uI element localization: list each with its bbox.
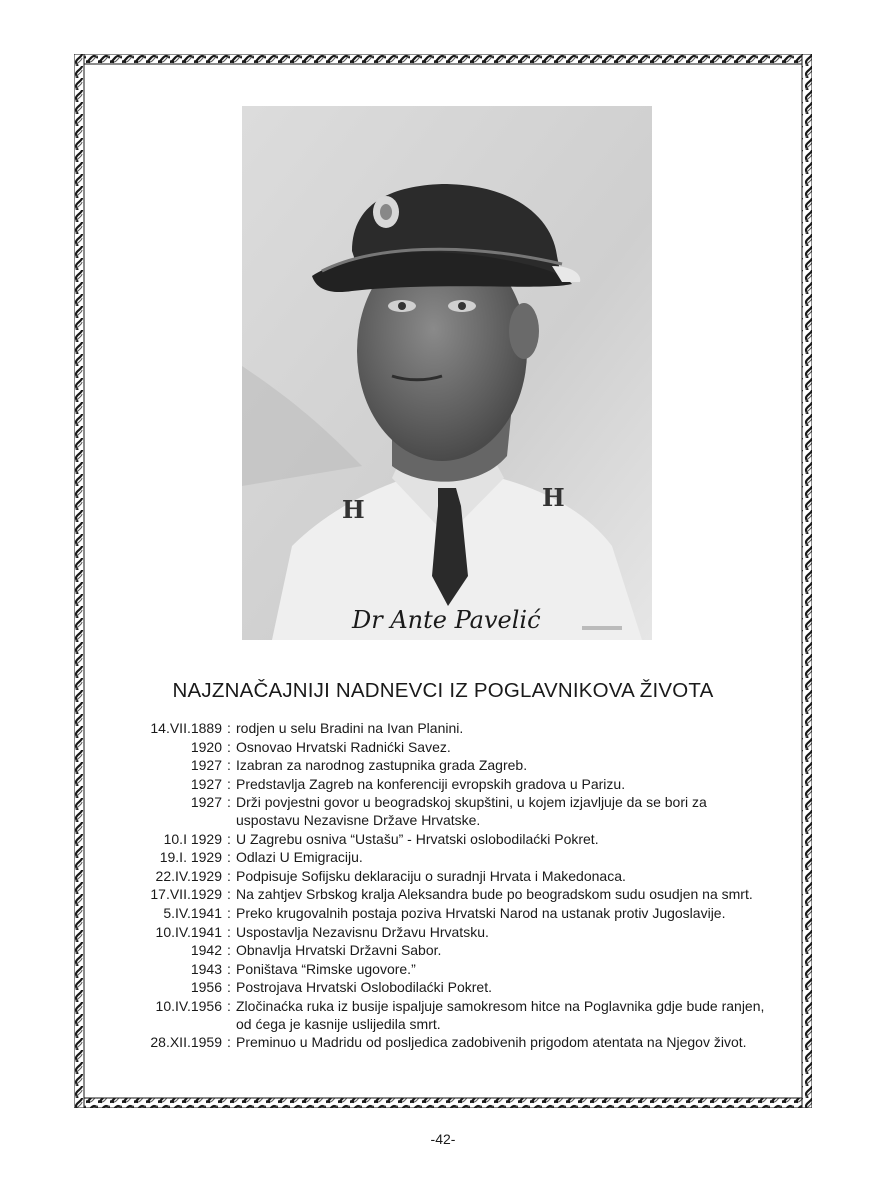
date-separator: : — [227, 775, 231, 792]
timeline-entry — [100, 794, 780, 829]
signature: Dr Ante Pavelić — [352, 606, 541, 634]
event-date: 10.IV.1956 — [155, 997, 222, 1014]
event-date: 22.IV.1929 — [155, 867, 222, 884]
timeline-entry — [100, 924, 780, 942]
timeline-entry — [100, 720, 780, 738]
event-date: 10.I 1929 — [163, 830, 222, 847]
timeline-entry — [100, 979, 780, 997]
event-date: 10.IV.1941 — [155, 923, 222, 940]
date-separator: : — [227, 923, 231, 940]
event-date: 17.VII.1929 — [150, 886, 222, 903]
event-description: Podpisuje Sofijsku deklaraciju o suradnji Hrvata i Makedonaca. — [236, 867, 626, 884]
timeline-entry — [100, 868, 780, 886]
event-description: Poništava “Rimske ugovore.” — [236, 960, 416, 977]
date-separator: : — [227, 960, 231, 977]
event-description: Preko krugovalnih postaja poziva Hrvatski Narod na ustanak protiv Jugoslavije. — [236, 904, 726, 921]
event-date: 28.XII.1959 — [150, 1034, 222, 1051]
portrait-photo — [242, 106, 652, 640]
date-separator: : — [227, 867, 231, 884]
timeline-entry — [100, 776, 780, 794]
page-title: NAJZNAČAJNIJI NADNEVCI IZ POGLAVNIKOVA ŽIVOTA — [172, 679, 714, 702]
timeline-entry — [100, 739, 780, 757]
event-description: Drži povjestni govor u beogradskoj skupštini, u kojem izjavljuje da se bori za uspostavu Nezavisne Države Hrvatske. — [236, 794, 707, 828]
date-separator: : — [227, 979, 231, 996]
page-number: -42- — [430, 1131, 456, 1147]
timeline-list — [100, 720, 780, 1053]
timeline-entry — [100, 886, 780, 904]
event-date: 1943 — [190, 960, 222, 977]
event-description: Preminuo u Madridu od posljedica zadobivenih prigodom atentata na Njegov život. — [236, 1034, 747, 1051]
date-separator: : — [227, 886, 231, 903]
date-separator: : — [227, 830, 231, 847]
event-description: Postrojava Hrvatski Oslobodilaćki Pokret. — [236, 979, 492, 996]
event-description: rodjen u selu Bradini na Ivan Planini. — [236, 720, 464, 736]
date-separator: : — [227, 849, 231, 866]
date-separator: : — [227, 794, 231, 811]
event-date: 1956 — [190, 979, 222, 996]
timeline-entry — [100, 998, 780, 1033]
event-date: 14.VII.1889 — [150, 720, 222, 736]
event-description: Predstavlja Zagreb na konferenciji evropskih gradova u Parizu. — [236, 775, 626, 792]
timeline-entry — [100, 831, 780, 849]
date-separator: : — [227, 1034, 231, 1051]
timeline-entry — [100, 961, 780, 979]
svg-text:H: H — [342, 495, 365, 524]
svg-text:H: H — [542, 483, 565, 512]
date-separator: : — [227, 738, 231, 755]
event-date: 5.IV.1941 — [163, 904, 222, 921]
timeline-entry — [100, 905, 780, 923]
date-separator: : — [227, 757, 231, 774]
timeline-entry — [100, 1034, 780, 1052]
date-separator: : — [227, 904, 231, 921]
date-separator: : — [227, 942, 231, 959]
event-description: Na zahtjev Srbskog kralja Aleksandra bude po beogradskom sudu osudjen na smrt. — [236, 886, 753, 903]
event-date: 19.I. 1929 — [159, 849, 222, 866]
event-description: Izabran za narodnog zastupnika grada Zagreb. — [236, 757, 528, 774]
event-description: Odlazi U Emigraciju. — [236, 849, 363, 866]
date-separator: : — [227, 720, 231, 736]
event-description: Uspostavlja Nezavisnu Državu Hrvatsku. — [236, 923, 489, 940]
timeline-entry — [100, 757, 780, 775]
event-date: 1927 — [190, 775, 222, 792]
event-description: Obnavlja Hrvatski Državni Sabor. — [236, 942, 442, 959]
event-description: U Zagrebu osniva “Ustašu” - Hrvatski oslobodilaćki Pokret. — [236, 830, 599, 847]
event-description: Osnovao Hrvatski Radnićki Savez. — [236, 738, 451, 755]
event-description: Zločinaćka ruka iz busije ispaljuje samokresom hitce na Poglavnika gdje bude ranjen, od ćega je kasnije uslijedila smrt. — [236, 997, 765, 1032]
timeline-entry — [100, 942, 780, 960]
timeline-entry — [100, 849, 780, 867]
event-date: 1927 — [190, 757, 222, 774]
date-separator: : — [227, 997, 231, 1014]
event-date: 1927 — [190, 794, 222, 811]
event-date: 1920 — [190, 738, 222, 755]
event-date: 1942 — [190, 942, 222, 959]
